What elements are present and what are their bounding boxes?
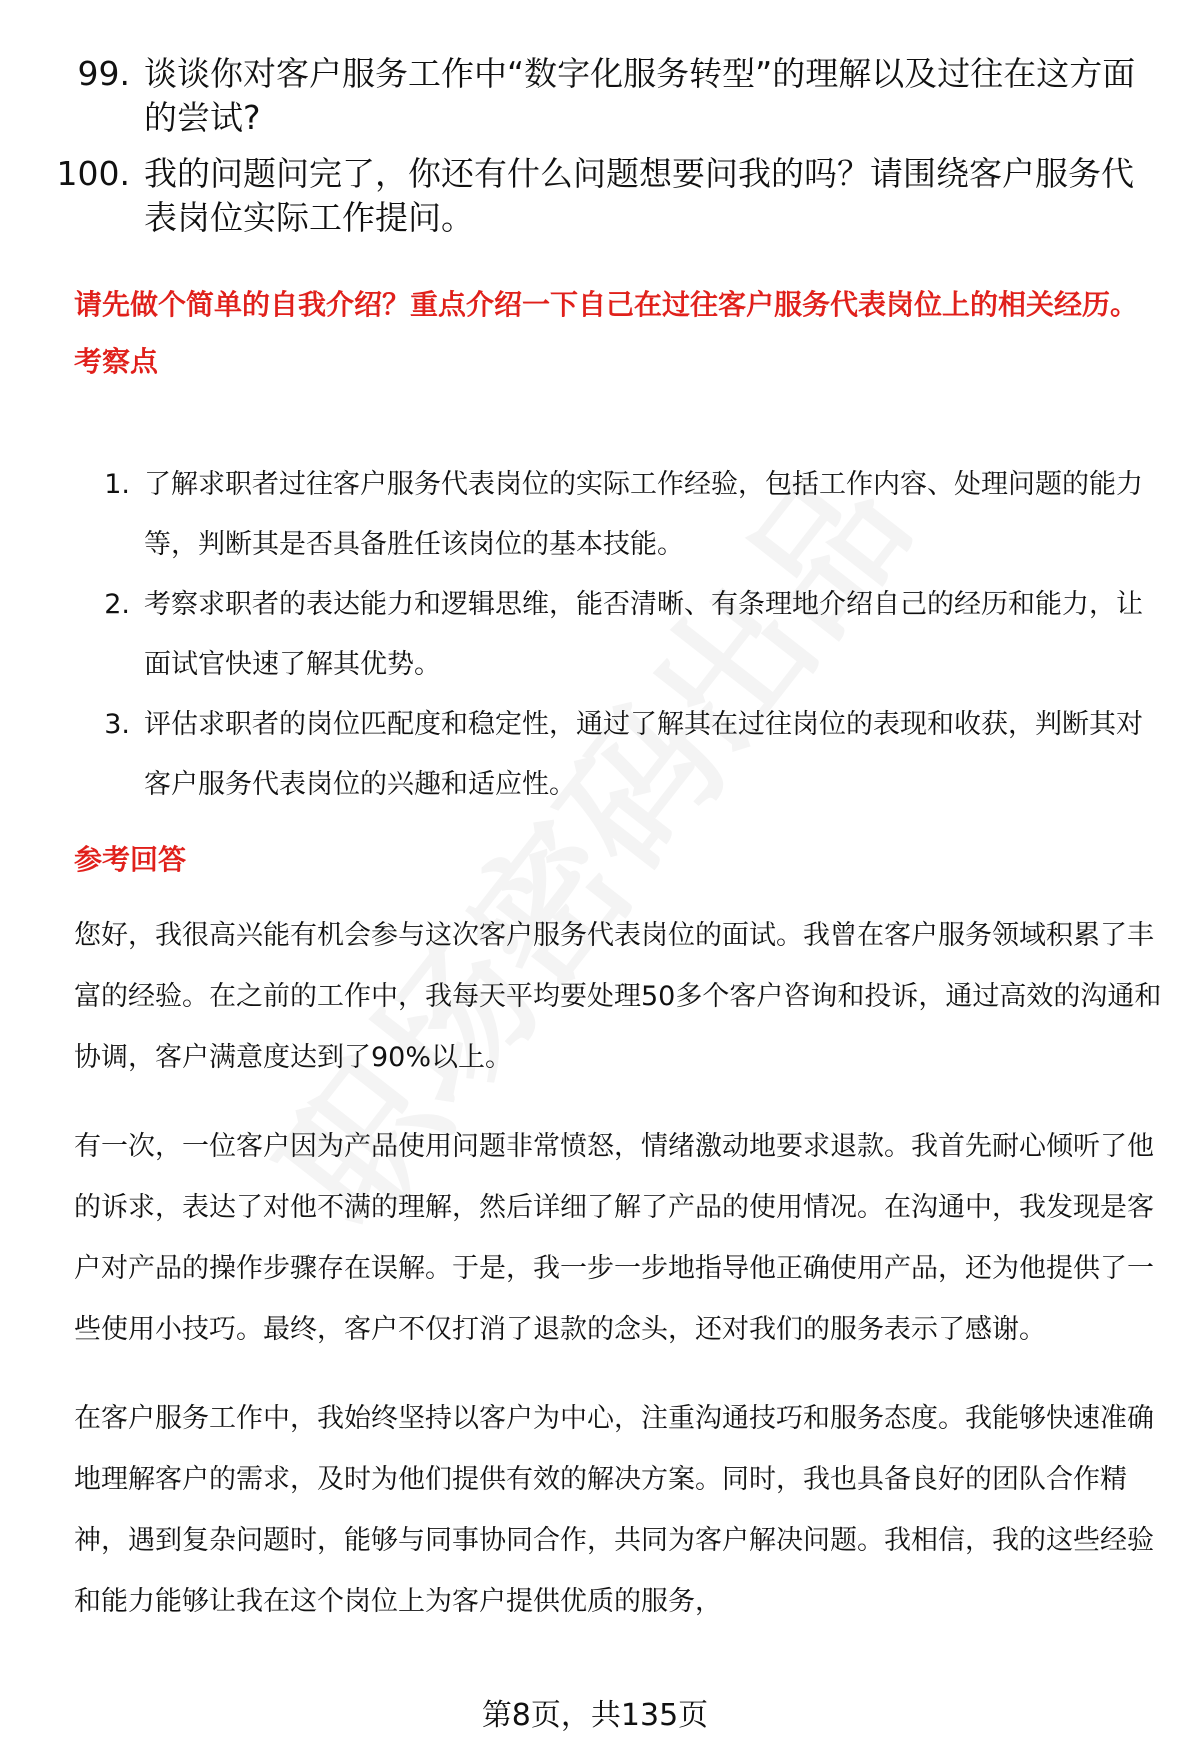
exam-points-list: [74, 455, 1164, 815]
point-number: 2.: [104, 589, 130, 620]
question-number: 99.: [77, 54, 130, 93]
answer-paragraph: 您好，我很高兴能有机会参与这次客户服务代表岗位的面试。我曾在客户服务领域积累了丰富的经验。在之前的工作中，我每天平均要处理50多个客户咨询和投诉，通过高效的沟通和协调，客户满意度达到了90%以上。: [74, 920, 1162, 1073]
answer-paragraph: 在客户服务工作中，我始终坚持以客户为中心，注重沟通技巧和服务态度。我能够快速准确地理解客户的需求，及时为他们提供有效的解决方案。同时，我也具备良好的团队合作精神，遇到复杂问题时，能够与同事协同合作，共同为客户解决问题。我相信，我的这些经验和能力能够让我在这个岗位上为客户提供优质的服务，: [74, 1403, 1154, 1617]
exam-point: [74, 575, 1164, 695]
section-title: 请先做个简单的自我介绍？重点介绍一下自己在过往客户服务代表岗位上的相关经历。: [74, 288, 1139, 321]
question-text: 谈谈你对客户服务工作中“数字化服务转型”的理解以及过往在这方面的尝试?: [144, 54, 1136, 137]
point-number: 3.: [104, 709, 130, 740]
question-list: [38, 52, 1158, 252]
point-text: 评估求职者的岗位匹配度和稳定性，通过了解其在过往岗位的表现和收获，判断其对客户服务代表岗位的兴趣和适应性。: [144, 709, 1143, 800]
answer-paragraph: 有一次，一位客户因为产品使用问题非常愤怒，情绪激动地要求退款。我首先耐心倾听了他的诉求，表达了对他不满的理解，然后详细了解了产品的使用情况。在沟通中，我发现是客户对产品的操作步骤存在误解。于是，我一步一步地指导他正确使用产品，还为他提供了一些使用小技巧。最终，客户不仅打消了退款的念头，还对我们的服务表示了感谢。: [74, 1131, 1154, 1345]
question-text: 我的问题问完了，你还有什么问题想要问我的吗？请围绕客户服务代表岗位实际工作提问。: [144, 154, 1134, 237]
point-number: 1.: [104, 469, 130, 500]
answer-heading: 参考回答: [74, 843, 187, 876]
question-item: [38, 152, 1158, 240]
question-item: [38, 52, 1158, 140]
exam-point: [74, 695, 1164, 815]
exam-point: [74, 455, 1164, 575]
answer-body: [74, 905, 1164, 1660]
page-footer: 第8页，共135页: [481, 1698, 709, 1733]
point-text: 了解求职者过往客户服务代表岗位的实际工作经验，包括工作内容、处理问题的能力等，判断其是否具备胜任该岗位的基本技能。: [144, 469, 1143, 560]
question-number: 100.: [56, 154, 130, 193]
point-text: 考察求职者的表达能力和逻辑思维，能否清晰、有条理地介绍自己的经历和能力，让面试官快速了解其优势。: [144, 589, 1143, 680]
exam-points-heading: 考察点: [74, 345, 159, 378]
